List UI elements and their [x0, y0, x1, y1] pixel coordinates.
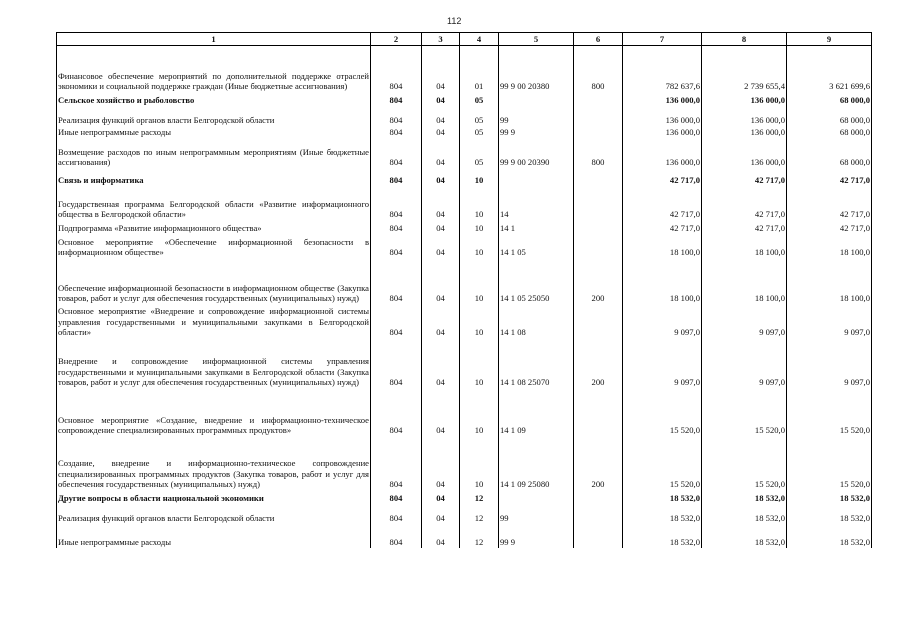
row-name: Обеспечение информационной безопасности в информационном обществе (Закупка товаров, работ и услуг для обеспечения государственных (муниципальных) нужд): [57, 258, 371, 304]
cell-subsection: 01: [460, 46, 499, 92]
header-row: [57, 33, 872, 46]
cell-subsection: 05: [460, 138, 499, 168]
cell-amount-year1: 18 532,0: [623, 524, 702, 548]
cell-section: 04: [422, 436, 460, 490]
cell-expense-type: [574, 304, 623, 338]
cell-section: 04: [422, 220, 460, 234]
cell-code: 804: [371, 106, 422, 126]
cell-expense-type: [574, 126, 623, 138]
cell-amount-year1: 782 637,6: [623, 46, 702, 92]
cell-code: 804: [371, 220, 422, 234]
cell-subsection: 10: [460, 338, 499, 388]
row-name: Подпрограмма «Развитие информационного общества»: [57, 220, 371, 234]
row-name: Создание, внедрение и информационно-техническое сопровождение специализированных программных продуктов (Закупка товаров, работ и услуг для обеспечения государственных (муниципальных) нужд): [57, 436, 371, 490]
column-header: 2: [371, 33, 422, 46]
cell-subsection: 10: [460, 168, 499, 186]
table-row: [57, 258, 872, 304]
cell-subsection: 10: [460, 388, 499, 436]
row-name: Сельское хозяйство и рыболовство: [57, 92, 371, 106]
table-row: [57, 524, 872, 548]
cell-code: 804: [371, 504, 422, 524]
cell-amount-year3: 9 097,0: [787, 338, 872, 388]
table-body: [57, 46, 872, 548]
table-row: [57, 338, 872, 388]
row-name: Реализация функций органов власти Белгородской области: [57, 504, 371, 524]
cell-subsection: 10: [460, 436, 499, 490]
cell-amount-year1: 136 000,0: [623, 126, 702, 138]
table-row: [57, 304, 872, 338]
cell-target-article: 99: [499, 504, 574, 524]
column-header: 4: [460, 33, 499, 46]
cell-target-article: 99 9: [499, 524, 574, 548]
cell-section: 04: [422, 92, 460, 106]
cell-amount-year3: 18 100,0: [787, 234, 872, 258]
row-name: Основное мероприятие «Обеспечение информационной безопасности в информационном обществе»: [57, 234, 371, 258]
cell-section: 04: [422, 234, 460, 258]
cell-expense-type: [574, 490, 623, 504]
cell-expense-type: [574, 504, 623, 524]
cell-section: 04: [422, 46, 460, 92]
cell-amount-year3: 68 000,0: [787, 106, 872, 126]
cell-expense-type: [574, 168, 623, 186]
cell-expense-type: 200: [574, 436, 623, 490]
row-name: Иные непрограммные расходы: [57, 524, 371, 548]
cell-subsection: 05: [460, 106, 499, 126]
cell-target-article: 14 1 09 25080: [499, 436, 574, 490]
column-header: 7: [623, 33, 702, 46]
cell-amount-year3: 18 532,0: [787, 490, 872, 504]
cell-expense-type: [574, 92, 623, 106]
table-row: [57, 388, 872, 436]
column-header: 5: [499, 33, 574, 46]
cell-section: 04: [422, 504, 460, 524]
column-header: 9: [787, 33, 872, 46]
row-name: Государственная программа Белгородской области «Развитие информационного общества в Белгородской области»: [57, 186, 371, 220]
table-row: [57, 490, 872, 504]
cell-amount-year3: 68 000,0: [787, 126, 872, 138]
cell-target-article: 14 1 09: [499, 388, 574, 436]
cell-target-article: 14 1 08: [499, 304, 574, 338]
cell-amount-year2: 42 717,0: [702, 220, 787, 234]
cell-amount-year1: 18 532,0: [623, 504, 702, 524]
cell-amount-year2: 136 000,0: [702, 126, 787, 138]
cell-amount-year2: 9 097,0: [702, 338, 787, 388]
cell-subsection: 12: [460, 490, 499, 504]
cell-subsection: 10: [460, 186, 499, 220]
row-name: Основное мероприятие «Создание, внедрение и информационно-техническое сопровождение специализированных программных продуктов»: [57, 388, 371, 436]
cell-expense-type: [574, 106, 623, 126]
row-name: Внедрение и сопровождение информационной системы управления государственными и муниципальными закупками в Белгородской области (Закупка товаров, работ и услуг для обеспечения государственных (муниципальных) нужд): [57, 338, 371, 388]
cell-code: 804: [371, 138, 422, 168]
cell-amount-year1: 42 717,0: [623, 220, 702, 234]
cell-amount-year2: 15 520,0: [702, 388, 787, 436]
cell-section: 04: [422, 338, 460, 388]
table-row: [57, 126, 872, 138]
cell-expense-type: [574, 186, 623, 220]
cell-amount-year2: 18 532,0: [702, 490, 787, 504]
cell-amount-year1: 9 097,0: [623, 338, 702, 388]
cell-expense-type: [574, 388, 623, 436]
cell-code: 804: [371, 304, 422, 338]
column-header: 3: [422, 33, 460, 46]
column-header: 6: [574, 33, 623, 46]
cell-amount-year1: 9 097,0: [623, 304, 702, 338]
cell-expense-type: 200: [574, 258, 623, 304]
cell-amount-year2: 15 520,0: [702, 436, 787, 490]
cell-amount-year2: 136 000,0: [702, 106, 787, 126]
cell-expense-type: [574, 220, 623, 234]
cell-section: 04: [422, 186, 460, 220]
cell-target-article: 14 1 05 25050: [499, 258, 574, 304]
cell-amount-year2: 42 717,0: [702, 168, 787, 186]
table-row: [57, 138, 872, 168]
cell-code: 804: [371, 258, 422, 304]
row-name: Связь и информатика: [57, 168, 371, 186]
cell-amount-year3: 42 717,0: [787, 186, 872, 220]
cell-amount-year3: 15 520,0: [787, 436, 872, 490]
cell-target-article: [499, 92, 574, 106]
cell-amount-year1: 136 000,0: [623, 106, 702, 126]
cell-amount-year2: 18 100,0: [702, 258, 787, 304]
cell-section: 04: [422, 168, 460, 186]
cell-amount-year3: 18 532,0: [787, 504, 872, 524]
row-name: Другие вопросы в области национальной экономики: [57, 490, 371, 504]
cell-subsection: 10: [460, 304, 499, 338]
cell-code: 804: [371, 168, 422, 186]
cell-amount-year1: 15 520,0: [623, 388, 702, 436]
cell-section: 04: [422, 258, 460, 304]
cell-amount-year3: 42 717,0: [787, 220, 872, 234]
cell-expense-type: 800: [574, 46, 623, 92]
cell-amount-year2: 18 100,0: [702, 234, 787, 258]
cell-section: 04: [422, 524, 460, 548]
cell-target-article: [499, 490, 574, 504]
cell-amount-year1: 42 717,0: [623, 186, 702, 220]
cell-amount-year3: 68 000,0: [787, 138, 872, 168]
budget-table: [56, 32, 872, 548]
cell-subsection: 12: [460, 524, 499, 548]
table-row: [57, 92, 872, 106]
cell-section: 04: [422, 106, 460, 126]
cell-section: 04: [422, 138, 460, 168]
cell-amount-year1: 136 000,0: [623, 92, 702, 106]
cell-amount-year3: 15 520,0: [787, 388, 872, 436]
cell-target-article: 99: [499, 106, 574, 126]
cell-code: 804: [371, 436, 422, 490]
cell-target-article: 99 9 00 20380: [499, 46, 574, 92]
cell-subsection: 05: [460, 126, 499, 138]
table-row: [57, 46, 872, 92]
cell-amount-year1: 18 100,0: [623, 234, 702, 258]
page-number: 112: [447, 16, 462, 26]
cell-amount-year2: 136 000,0: [702, 138, 787, 168]
cell-amount-year3: 18 100,0: [787, 258, 872, 304]
cell-amount-year2: 42 717,0: [702, 186, 787, 220]
cell-amount-year2: 18 532,0: [702, 504, 787, 524]
row-name: Реализация функций органов власти Белгородской области: [57, 106, 371, 126]
cell-amount-year3: 68 000,0: [787, 92, 872, 106]
cell-code: 804: [371, 234, 422, 258]
cell-subsection: 10: [460, 220, 499, 234]
cell-amount-year3: 18 532,0: [787, 524, 872, 548]
cell-subsection: 10: [460, 234, 499, 258]
table-row: [57, 504, 872, 524]
row-name: Иные непрограммные расходы: [57, 126, 371, 138]
row-name: Финансовое обеспечение мероприятий по дополнительной поддержке отраслей экономики и социальной поддержке граждан (Иные бюджетные ассигнования): [57, 46, 371, 92]
cell-amount-year1: 15 520,0: [623, 436, 702, 490]
cell-code: 804: [371, 388, 422, 436]
cell-amount-year1: 42 717,0: [623, 168, 702, 186]
cell-code: 804: [371, 46, 422, 92]
cell-amount-year2: 136 000,0: [702, 92, 787, 106]
cell-amount-year2: 9 097,0: [702, 304, 787, 338]
table-row: [57, 186, 872, 220]
cell-amount-year3: 42 717,0: [787, 168, 872, 186]
cell-target-article: 14 1 08 25070: [499, 338, 574, 388]
row-name: Основное мероприятие «Внедрение и сопровождение информационной системы управления государственными и муниципальными закупками в Белгородской области»: [57, 304, 371, 338]
cell-code: 804: [371, 490, 422, 504]
cell-expense-type: 200: [574, 338, 623, 388]
column-header: 1: [57, 33, 371, 46]
cell-expense-type: 800: [574, 138, 623, 168]
cell-amount-year1: 136 000,0: [623, 138, 702, 168]
cell-target-article: [499, 168, 574, 186]
cell-target-article: 99 9: [499, 126, 574, 138]
cell-expense-type: [574, 234, 623, 258]
cell-code: 804: [371, 186, 422, 220]
cell-target-article: 14 1 05: [499, 234, 574, 258]
cell-target-article: 99 9 00 20390: [499, 138, 574, 168]
cell-amount-year1: 18 532,0: [623, 490, 702, 504]
column-header: 8: [702, 33, 787, 46]
cell-subsection: 05: [460, 92, 499, 106]
cell-amount-year2: 18 532,0: [702, 524, 787, 548]
table-row: [57, 220, 872, 234]
table-row: [57, 234, 872, 258]
table-row: [57, 168, 872, 186]
cell-subsection: 10: [460, 258, 499, 304]
cell-amount-year1: 18 100,0: [623, 258, 702, 304]
cell-amount-year3: 9 097,0: [787, 304, 872, 338]
cell-code: 804: [371, 524, 422, 548]
cell-section: 04: [422, 126, 460, 138]
cell-section: 04: [422, 490, 460, 504]
cell-amount-year3: 3 621 699,6: [787, 46, 872, 92]
cell-code: 804: [371, 92, 422, 106]
row-name: Возмещение расходов по иным непрограммным мероприятиям (Иные бюджетные ассигнования): [57, 138, 371, 168]
cell-code: 804: [371, 126, 422, 138]
cell-expense-type: [574, 524, 623, 548]
table-row: [57, 436, 872, 490]
cell-subsection: 12: [460, 504, 499, 524]
cell-code: 804: [371, 338, 422, 388]
table-row: [57, 106, 872, 126]
cell-target-article: 14: [499, 186, 574, 220]
cell-section: 04: [422, 304, 460, 338]
cell-target-article: 14 1: [499, 220, 574, 234]
cell-section: 04: [422, 388, 460, 436]
cell-amount-year2: 2 739 655,4: [702, 46, 787, 92]
